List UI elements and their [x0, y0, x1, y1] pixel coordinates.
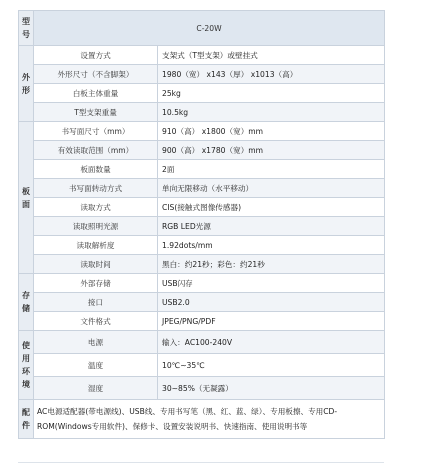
row-value: 30~85%（无凝露） — [158, 377, 385, 400]
model-name: C-20W — [34, 11, 385, 46]
row-value: JPEG/PNG/PDF — [158, 312, 385, 331]
table-row — [19, 46, 385, 65]
table-row — [19, 179, 385, 198]
table-row — [19, 103, 385, 122]
row-value: 2面 — [158, 160, 385, 179]
row-value: 单向无限移动（水平移动） — [158, 179, 385, 198]
table-row — [19, 274, 385, 293]
row-label: 外部存储 — [34, 274, 158, 293]
row-label: 温度 — [34, 354, 158, 377]
row-label: 读取照明光源 — [34, 217, 158, 236]
table-row — [19, 331, 385, 354]
category-accessories: 配件 — [19, 400, 34, 439]
row-label: 湿度 — [34, 377, 158, 400]
row-value: RGB LED光源 — [158, 217, 385, 236]
row-value: 支架式（T型支架）或壁挂式 — [158, 46, 385, 65]
row-label: 外形尺寸（不含脚架） — [34, 65, 158, 84]
row-label: 读取方式 — [34, 198, 158, 217]
row-value: 黑白：约21秒；彩色：约21秒 — [158, 255, 385, 274]
row-value: CIS(接触式图像传感器) — [158, 198, 385, 217]
row-value: 输入：AC100-240V — [158, 331, 385, 354]
table-row — [19, 141, 385, 160]
row-label: 文件格式 — [34, 312, 158, 331]
table-row — [19, 255, 385, 274]
row-label: 接口 — [34, 293, 158, 312]
row-label: 读取解析度 — [34, 236, 158, 255]
table-row — [19, 377, 385, 400]
table-row — [19, 217, 385, 236]
row-label: 电源 — [34, 331, 158, 354]
row-value: USB闪存 — [158, 274, 385, 293]
row-label: T型支架重量 — [34, 103, 158, 122]
table-row — [19, 400, 385, 439]
table-row — [19, 293, 385, 312]
row-label: 读取时间 — [34, 255, 158, 274]
table-row — [19, 236, 385, 255]
divider — [18, 462, 384, 463]
table-row — [19, 84, 385, 103]
table-row — [19, 65, 385, 84]
category-storage: 存储 — [19, 274, 34, 331]
row-label: 设置方式 — [34, 46, 158, 65]
category-appearance: 外形 — [19, 46, 34, 122]
table-row — [19, 354, 385, 377]
type-label: 型号 — [19, 11, 34, 46]
row-label: 白板主体重量 — [34, 84, 158, 103]
table-row — [19, 198, 385, 217]
category-environment: 使用环境 — [19, 331, 34, 400]
row-label: 书写面转动方式 — [34, 179, 158, 198]
spec-table — [18, 10, 385, 439]
row-value: 900（高） x1780（宽）mm — [158, 141, 385, 160]
row-value: 10.5kg — [158, 103, 385, 122]
table-row — [19, 160, 385, 179]
row-value: 1980（宽） x143（厚） x1013（高） — [158, 65, 385, 84]
row-value: 1.92dots/mm — [158, 236, 385, 255]
row-value: 910（高） x1800（宽）mm — [158, 122, 385, 141]
accessories-list: AC电源适配器(带电源线)、USB线、专用书写笔（黑、红、蓝、绿）、专用板擦、专用CD-ROM(Windows专用软件)、保修卡、设置安装说明书、快速指南、使用说明书等 — [34, 400, 385, 439]
table-row — [19, 312, 385, 331]
header-row — [19, 11, 385, 46]
row-label: 板面数量 — [34, 160, 158, 179]
row-value: 25kg — [158, 84, 385, 103]
row-value: USB2.0 — [158, 293, 385, 312]
row-label: 书写面尺寸（mm） — [34, 122, 158, 141]
table-row — [19, 122, 385, 141]
row-value: 10℃~35℃ — [158, 354, 385, 377]
row-label: 有效读取范围（mm） — [34, 141, 158, 160]
category-board: 板面 — [19, 122, 34, 274]
